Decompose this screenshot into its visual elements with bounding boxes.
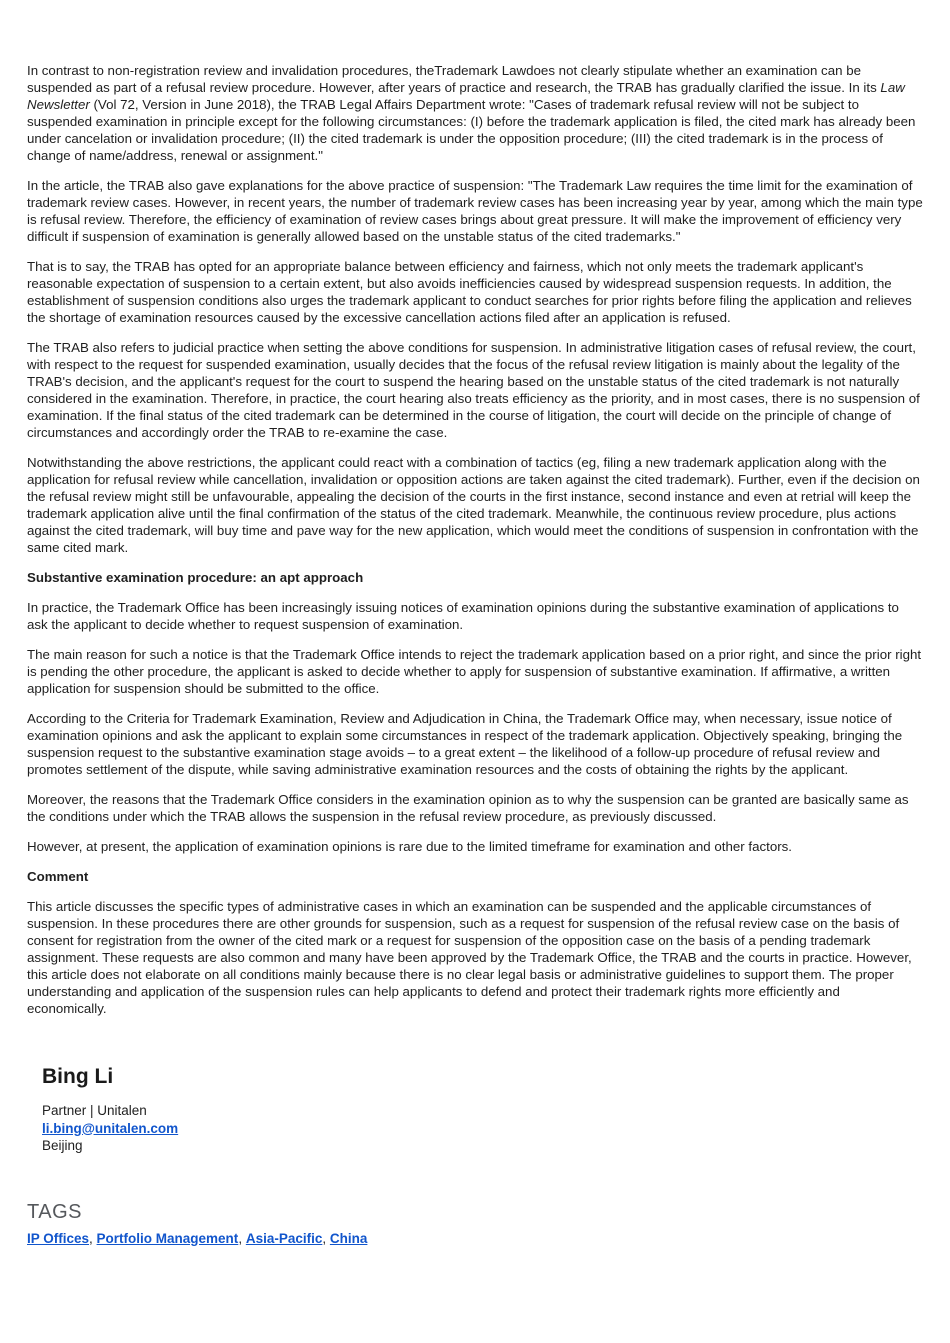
tag-separator: , (322, 1230, 330, 1246)
text-run: Substantive examination procedure: an apt approach (27, 570, 364, 585)
tag-link-ip-offices[interactable]: IP Offices (27, 1230, 90, 1246)
section-heading (27, 569, 923, 586)
text-run: The TRAB also refers to judicial practice when setting the above conditions for suspension. In administrative litigation cases of refusal review, the court, with respect to the request for suspended examination, usually decides that the focus of the refusal review litigation is mainly about the legality of the TRAB's decision, and the applicant's request for the court to suspend the hearing based on the unstable status of the cited trademark is not naturally considered in the examination. Therefore, in practice, the court hearing also treats efficiency as the priority, and in most cases, there is no suspension of examination. If the final status of the cited trademark can be determined in the course of litigation, the court will decide on the principle of change of circumstances and accordingly order the TRAB to re-examine the case. (27, 340, 920, 440)
text-run: Moreover, the reasons that the Trademark Office considers in the examination opinion as to why the suspension can be granted are basically same as the conditions under which the TRAB allows the suspension in the refusal review procedure, as previously discussed. (27, 792, 909, 824)
author-section (42, 1065, 923, 1155)
tag-separator: , (89, 1230, 97, 1246)
author-details (42, 1102, 923, 1155)
text-run: Notwithstanding the above restrictions, the applicant could react with a combination of tactics (eg, filing a new trademark application along with the application for refusal review while cancellation, invalidation or opposition actions are taken against the cited trademark). Further, even if the decision on the refusal review might still be unfavourable, appealing the decision of the courts in the first instance, second instance and even at retrial will keep the trademark application alive until the final confirmation of the status of the cited trademark. Meanwhile, the continuous review procedure, plus actions against the cited trademark, will buy time and pave way for the new application, which would meet the conditions of suspension in confrontation with the same cited mark. (27, 455, 920, 555)
text-run: In practice, the Trademark Office has been increasingly issuing notices of examination opinions during the substantive examination of applications to ask the applicant to decide whether to request suspension of examination. (27, 600, 899, 632)
paragraph (27, 339, 923, 441)
paragraph (27, 898, 923, 1017)
paragraph (27, 791, 923, 825)
tags-list (27, 1230, 923, 1247)
text-run: Comment (27, 869, 89, 884)
author-city: Beijing (42, 1138, 83, 1153)
author-name: Bing Li (42, 1065, 114, 1088)
text-run: This article discusses the specific types of administrative cases in which an examination can be suspended and the applicable circumstances of suspension. In these procedures there are other grounds for suspension, such as a request for suspension of the refusal review case on the basis of consent for registration from the owner of the cited mark or a request for suspension of the opposition case on the basis of a pending trademark assignment. These requests are also common and many have been approved by the Trademark Office, the TRAB and the courts in practice. However, this article does not elaborate on all conditions mainly because there is no clear legal basis or administrative guidelines to support them. The proper understanding and application of the suspension rules can help applicants to defend and protect their trademark rights more efficiently and economically. (27, 899, 912, 1016)
text-run: According to the Criteria for Trademark Examination, Review and Adjudication in China, the Trademark Office may, when necessary, issue notice of examination opinions and ask the applicant to explain some circumstances in respect of the trademark application. Objectively speaking, bringing the suspension request to the substantive examination stage avoids – to a great extent – the likelihood of a follow-up procedure of refusal review and promotes settlement of the dispute, while saving administrative examination resources and the costs of obtaining the rights by the applicant. (27, 711, 903, 777)
paragraph (27, 599, 923, 633)
text-run: In the article, the TRAB also gave explanations for the above practice of suspension: "The Trademark Law requires the time limit for the examination of trademark review cases. However, in recent years, the number of trademark review cases has been increasing year by year, among which the main type is refusal review. Therefore, the efficiency of examination of review cases brings about great pressure. It will make the improvement of efficiency very difficult if suspension of examination is generally allowed based on the unstable status of the cited trademarks." (27, 178, 923, 244)
text-run: The main reason for such a notice is that the Trademark Office intends to reject the trademark application based on a prior right, and since the prior right is pending the other procedure, the applicant is asked to decide whether to apply for suspension of substantive examination. If affirmative, a written application for suspension should be submitted to the office. (27, 647, 922, 696)
tag-link-portfolio-management[interactable]: Portfolio Management (96, 1230, 239, 1246)
author-role: Partner | Unitalen (42, 1103, 147, 1118)
text-run: That is to say, the TRAB has opted for an appropriate balance between efficiency and fairness, which not only meets the trademark applicant's reasonable expectation of suspension to a certain extent, but also avoids inefficiencies caused by widespread suspension requests. In addition, the establishment of suspension conditions also urges the trademark applicant to conduct searches for prior rights before filing the application and relieves the shortage of examination resources caused by the excessive cancellation actions filed after an application is refused. (27, 259, 912, 325)
paragraph (27, 646, 923, 697)
paragraph (27, 177, 923, 245)
paragraph (27, 258, 923, 326)
text-run: (Vol 72, Version in June 2018), the TRAB Legal Affairs Department wrote: "Cases of trademark refusal review will not be subject to suspended examination in principle except for the following circumstances: (I) before the trademark application is filed, the cited mark has already been under cancelation or invalidation procedure; (II) the cited trademark is under the opposition procedure; (III) the cited trademark is in the process of change of name/address, renewal or assignment." (27, 97, 916, 163)
text-run: In contrast to non-registration review and invalidation procedures, theTrademark Lawdoes not clearly stipulate whether an examination can be suspended as part of a refusal review procedure. However, after years of practice and research, the TRAB has gradually clarified the issue. In its (27, 63, 881, 95)
text-run: Law Newsletter (27, 80, 905, 112)
paragraph (27, 710, 923, 778)
tag-link-china[interactable]: China (329, 1230, 368, 1246)
article-body (27, 62, 923, 1017)
author-email-link[interactable]: li.bing@unitalen.com (42, 1120, 179, 1136)
text-run: However, at present, the application of examination opinions is rare due to the limited timeframe for examination and other factors. (27, 839, 792, 854)
tag-separator: , (238, 1230, 246, 1246)
paragraph (27, 454, 923, 556)
section-heading (27, 868, 923, 885)
paragraph (27, 62, 923, 164)
tags-section (27, 1201, 923, 1247)
tags-heading: TAGS (27, 1200, 82, 1223)
tag-link-asia-pacific[interactable]: Asia-Pacific (245, 1230, 323, 1246)
paragraph (27, 838, 923, 855)
